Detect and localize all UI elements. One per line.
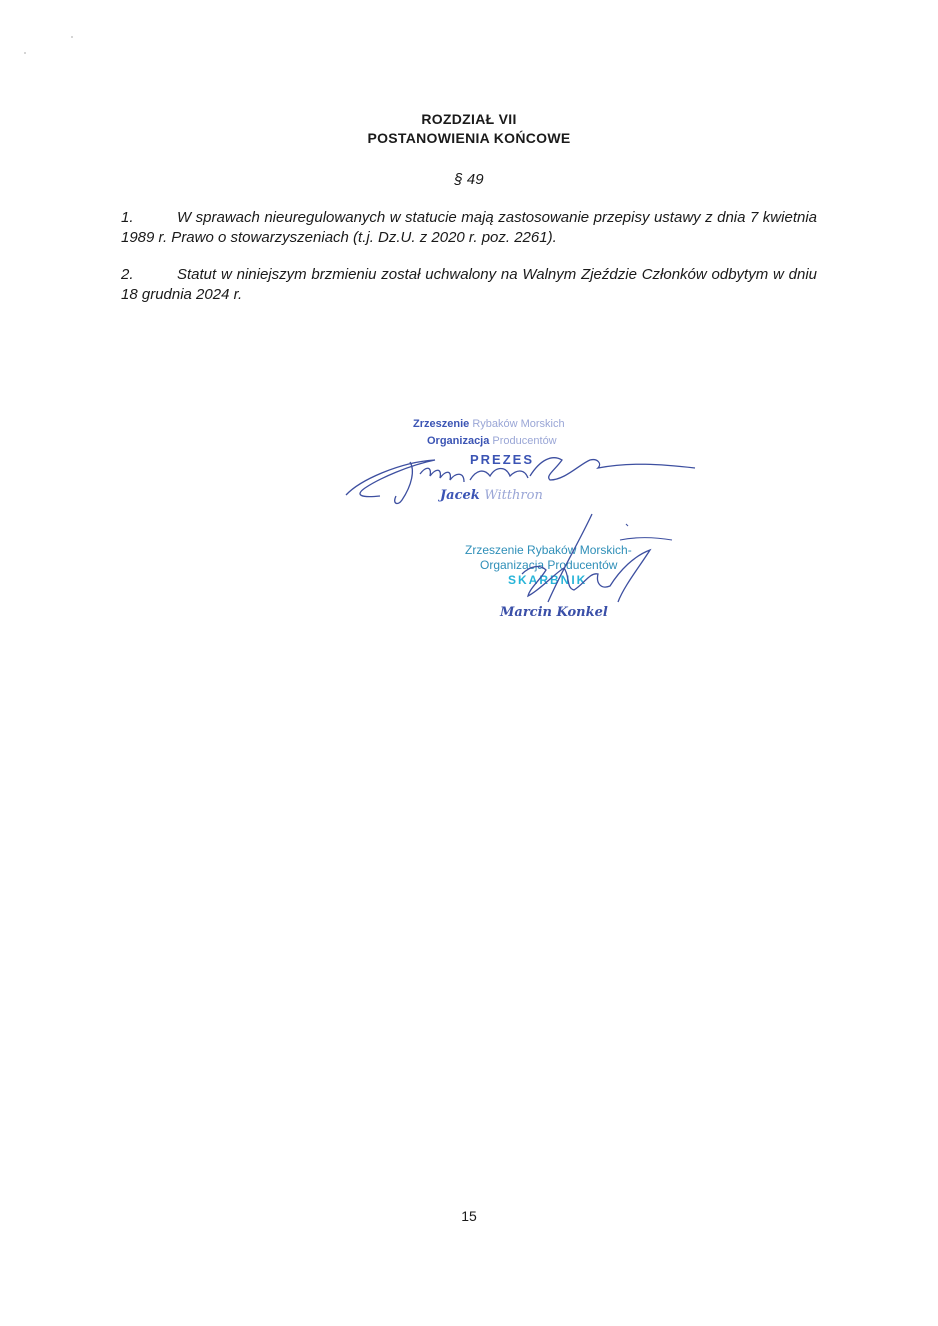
clause-text: Statut w niniejszym brzmieniu został uchwalony na Walnym Zjeździe Członków odbytym w dniu 18 grudnia 2024 r. (121, 266, 817, 303)
clause-number: 1. (121, 209, 134, 226)
section-mark: § 49 (454, 171, 484, 188)
clause-2 (121, 265, 817, 305)
stamp-org-line: Organizacja Producentów (480, 558, 618, 572)
clause-text: W sprawach nieuregulowanych w statucie mają zastosowanie przepisy ustawy z dnia 7 kwietnia 1989 r. Prawo o stowarzyszeniach (t.j. Dz.U. z 2020 r. poz. 2261). (121, 209, 817, 246)
stamp-name: Marcin Konkel (500, 605, 608, 620)
scan-speck (24, 52, 26, 54)
stamp-org-line: Zrzeszenie Rybaków Morskich- (465, 543, 632, 557)
stamp-role: SKARBNIK (508, 573, 588, 587)
chapter-number: ROZDZIAŁ VII (421, 111, 517, 127)
page-number: 15 (461, 1208, 477, 1224)
stamp-org-line: Organizacja Producentów (427, 435, 557, 447)
clause-number: 2. (121, 266, 134, 283)
stamp-org-line: Zrzeszenie Rybaków Morskich (413, 418, 565, 430)
chapter-title: POSTANOWIENIA KOŃCOWE (367, 130, 571, 146)
clause-1 (121, 208, 817, 248)
scan-speck (71, 36, 73, 38)
stamp-name: Jacek Witthron (440, 488, 543, 503)
stamp-role: PREZES (470, 452, 535, 467)
